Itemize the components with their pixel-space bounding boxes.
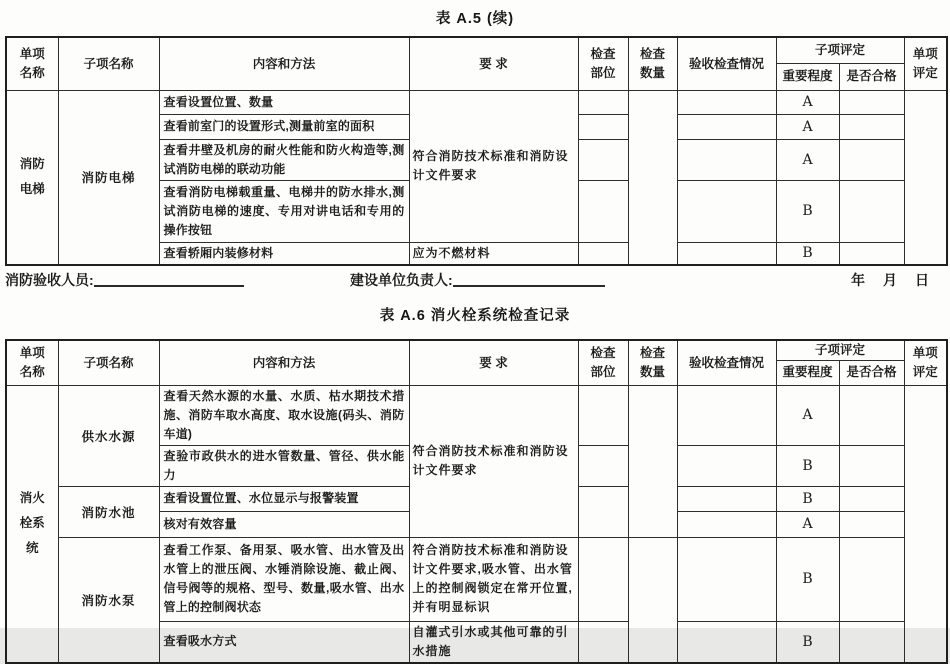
content-cell: 核对有效容量 [159,511,409,537]
importance-grade: B [776,445,839,486]
unit-eval-cell [904,90,947,265]
acceptance-cell [677,180,776,242]
requirement-cell: 符合消防技术标准和消防设计文件要求 [409,385,578,537]
content-cell: 查看吸水方式 [159,621,409,663]
acceptance-cell [677,537,776,621]
header-check-qty: 检查数量 [628,37,677,90]
acceptance-cell [677,90,776,114]
header-content-method: 内容和方法 [159,340,409,385]
importance-grade: A [776,511,839,537]
check-qty-cell [628,90,677,265]
pass-cell [839,114,904,139]
header-requirement: 要 求 [409,37,578,90]
inspector-signature-line [94,272,244,287]
pass-cell [839,242,904,265]
acceptance-cell [677,385,776,445]
content-cell: 查看工作泵、备用泵、吸水管、出水管及出水管上的泄压阀、水锤消除设施、截止阀、信号阀等的规格、型号、数量,吸水管、出水管上的控制阀状态 [159,537,409,621]
header-importance: 重要程度 [776,360,839,385]
check-qty-cell [628,537,677,663]
check-part-cell [578,486,628,537]
importance-grade: A [776,385,839,445]
content-cell: 查看轿厢内装修材料 [159,242,409,265]
check-part-cell [578,242,628,265]
header-subitem-eval: 子项评定 [776,37,904,63]
pass-cell [839,90,904,114]
importance-grade: B [776,486,839,511]
acceptance-cell [677,114,776,139]
inspector-label: 消防验收人员: [5,272,94,288]
owner-label: 建设单位负责人: [350,272,453,288]
acceptance-cell [677,445,776,486]
check-part-cell [578,180,628,242]
check-qty-cell [628,385,677,537]
content-cell: 查看天然水源的水量、水质、枯水期技术措施、消防车取水高度、取水设施(码头、消防车道) [159,385,409,445]
requirement-cell: 符合消防技术标准和消防设计文件要求 [409,90,578,242]
header-check-part: 检查部位 [578,340,628,385]
content-cell: 查看消防电梯载重量、电梯井的防水排水,测试消防电梯的速度、专用对讲电话和专用的操作按钮 [159,180,409,242]
owner-signature-line [453,272,605,287]
check-part-cell [578,114,628,139]
content-cell: 查验市政供水的进水管数量、管径、供水能力 [159,445,409,486]
subitem-cell: 消防水泵 [58,537,159,663]
pass-cell [839,385,904,445]
header-check-qty: 检查数量 [628,340,677,385]
acceptance-cell [677,242,776,265]
importance-grade: A [776,90,839,114]
header-check-part: 检查部位 [578,37,628,90]
unit-name-cell: 消火栓系统 [6,385,58,663]
check-part-cell [578,445,628,486]
header-content-method: 内容和方法 [159,37,409,90]
subitem-cell: 供水水源 [58,385,159,486]
check-part-cell [578,90,628,114]
content-cell: 查看设置位置、水位显示与报警装置 [159,486,409,511]
pass-cell [839,445,904,486]
header-pass: 是否合格 [839,63,904,90]
check-part-cell [578,385,628,445]
subitem-cell: 消防水池 [58,486,159,537]
subitem-cell: 消防电梯 [58,90,159,265]
acceptance-cell [677,486,776,511]
importance-grade: A [776,139,839,180]
acceptance-cell [677,139,776,180]
importance-grade: B [776,537,839,621]
table-a6-title: 表 A.6 消火栓系统检查记录 [379,308,571,324]
header-subitem-eval: 子项评定 [776,340,904,360]
content-cell: 查看设置位置、数量 [159,90,409,114]
unit-name-cell: 消防电梯 [6,90,58,265]
importance-grade: B [776,242,839,265]
requirement-cell: 应为不燃材料 [409,242,578,265]
pass-cell [839,621,904,663]
pass-cell [839,537,904,621]
pass-cell [839,511,904,537]
importance-grade: B [776,621,839,663]
signature-row [5,270,945,294]
acceptance-cell [677,621,776,663]
date-fields: 年 月 日 [851,272,931,288]
content-cell: 查看井壁及机房的耐火性能和防火构造等,测试消防电梯的联动功能 [159,139,409,180]
pass-cell [839,486,904,511]
header-pass: 是否合格 [839,360,904,385]
content-cell: 查看前室门的设置形式,测量前室的面积 [159,114,409,139]
header-subitem-name: 子项名称 [58,37,159,90]
check-part-cell [578,621,628,663]
table-a5-title: 表 A.5 (续) [435,11,515,27]
check-part-cell [578,537,628,621]
header-subitem-name: 子项名称 [58,340,159,385]
header-unit-name: 单项名称 [6,37,58,90]
table-a6 [5,339,948,664]
table-a5 [5,36,948,266]
check-part-cell [578,139,628,180]
importance-grade: A [776,114,839,139]
header-unit-eval: 单项评定 [904,340,947,385]
requirement-cell: 符合消防技术标准和消防设计文件要求,吸水管、出水管上的控制阀锁定在常开位置,并有明显标识 [409,537,578,621]
acceptance-cell [677,511,776,537]
header-requirement: 要 求 [409,340,578,385]
requirement-cell: 自灌式引水或其他可靠的引水措施 [409,621,578,663]
pass-cell [839,139,904,180]
header-importance: 重要程度 [776,63,839,90]
header-acceptance: 验收检查情况 [677,340,776,385]
header-unit-eval: 单项评定 [904,37,947,90]
importance-grade: B [776,180,839,242]
unit-eval-cell [904,385,947,663]
header-unit-name: 单项名称 [6,340,58,385]
header-acceptance: 验收检查情况 [677,37,776,90]
pass-cell [839,180,904,242]
